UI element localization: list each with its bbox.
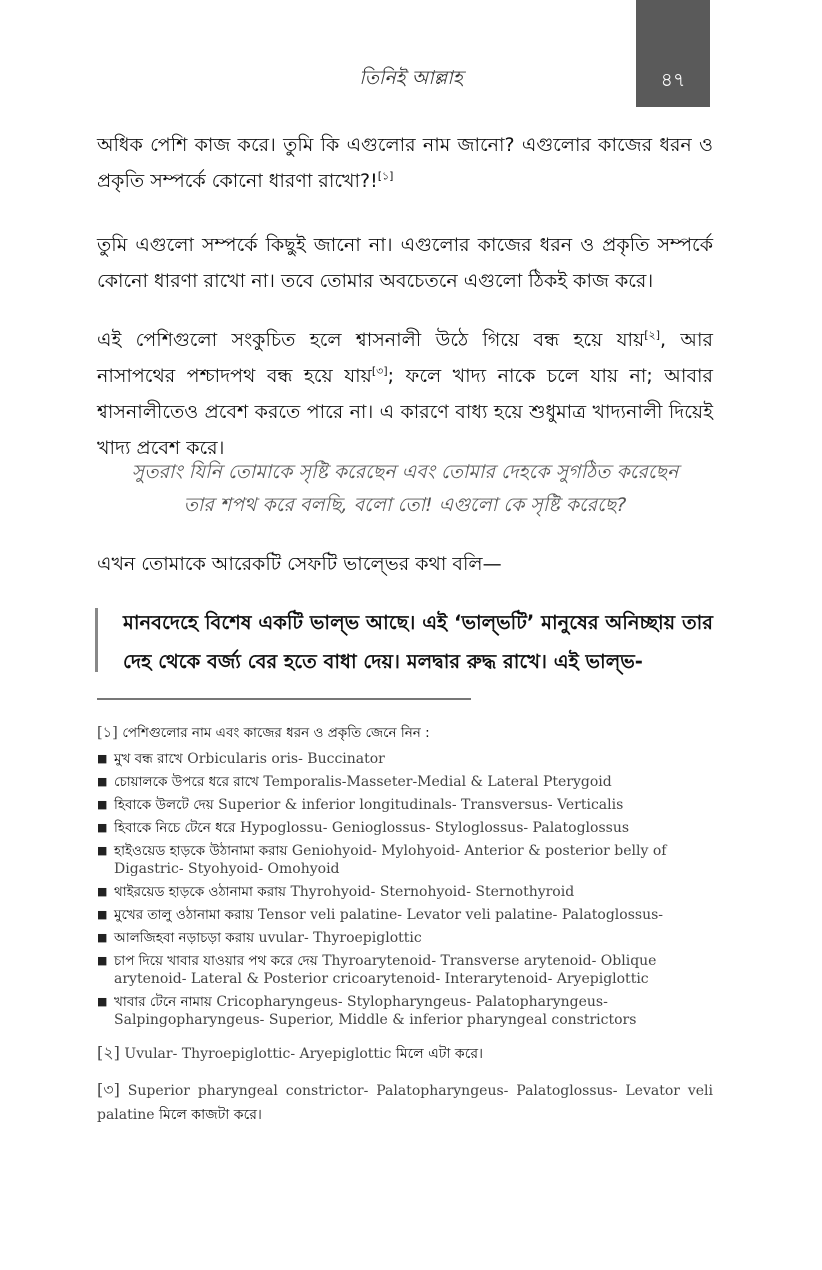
list-item-bn: আলজিহবা নড়াচড়া করায় [114,930,255,946]
footnote-ref-1[interactable]: [১] [377,169,394,183]
list-item-en: Cricopharyngeus- Stylopharyngeus- Palatopharyngeus- Salpingopharyngeus- Superior, Middle & inferior pharyngeal constrictors [114,994,637,1028]
list-item-bn: খাবার টেনে নামায় [114,994,212,1010]
paragraph-2: তুমি এগুলো সম্পর্কে কিছুই জানো না। এগুলোর কাজের ধরন ও প্রকৃতি সম্পর্কে কোনো ধারণা রাখো না। তবে তোমার অবচেতনে এগুলো ঠিকই কাজ করে। [97,234,713,292]
list-item [97,883,713,901]
list-item-en: uvular- Thyroepiglottic [258,930,422,946]
list-item [97,796,713,814]
footnote-2 [97,1041,713,1066]
bullet-icon: ■ [97,775,108,788]
list-item [97,929,713,947]
intro-line: এখন তোমাকে আরেকটি সেফটি ভাল্ভের কথা বলি— [97,553,502,575]
footnote-3-en: Superior pharyngeal constrictor- Palatopharyngeus- Palatoglossus- Levator veli palatine [97,1083,713,1123]
footnote-ref-2[interactable]: [২] [644,328,660,342]
page-number: ৪৭ [660,69,686,91]
footnote-divider [97,698,471,700]
list-item-en: Tensor veli palatine- Levator veli palatine- Palatoglossus- [257,907,664,923]
highlight-paragraph: মানবদেহে বিশেষ একটি ভাল্ভ আছে। এই ‘ভাল্ভটি’ মানুষের অনিচ্ছায় তার দেহ থেকে বর্জ্য বের হতে বাধা দেয়। মলদ্বার রুদ্ধ রাখে। এই ভাল্ভ- [123,611,713,673]
bullet-icon: ■ [97,908,108,921]
muscle-list [97,750,713,1029]
bullet-icon: ■ [97,995,108,1008]
page-number-box [636,0,710,107]
list-item-en: Thyrohyoid- Sternohyoid- Sternothyroid [290,884,575,900]
bullet-icon: ■ [97,752,108,765]
list-item [97,773,713,791]
list-item-bn: হাইওয়েড হাড়কে উঠানামা করায় [114,843,288,859]
footnotes [97,722,713,1127]
footnote-1-title [97,722,713,744]
bullet-icon: ■ [97,954,108,967]
list-item [97,952,713,988]
list-item [97,906,713,924]
list-item-en: Geniohyoid- Mylohyoid- Anterior & posterior belly of Digastric- Styohyoid- Omohyoid [114,843,667,877]
footnote-3-mark: [৩] [97,1080,120,1099]
list-item [97,750,713,768]
list-item [97,993,713,1029]
footnote-2-en: Uvular- Thyroepiglottic- Aryepiglottic [124,1046,392,1062]
paragraph-3-part-2: , আর নাসাপথের পশ্চাদপথ বন্ধ হয়ে যায় [97,329,713,387]
quote-line-1: সুতরাং যিনি তোমাকে সৃষ্টি করেছেন এবং তোমার দেহকে সুগঠিত করেছেন [131,461,679,483]
list-item-en: Hypoglossu- Genioglossus- Styloglossus- Palatoglossus [239,820,630,836]
list-item [97,819,713,837]
paragraph-3-part-1: এই পেশিগুলো সংকুচিত হলে শ্বাসনালী উঠে গিয়ে বন্ধ হয়ে যায় [97,329,645,351]
footnote-1-mark: [১] [97,725,118,741]
footnote-ref-3[interactable]: [৩] [371,364,388,378]
quote-line-2: তার শপথ করে বলছি, বলো তো! এগুলো কে সৃষ্টি করেছে? [183,494,627,516]
footnote-2-mark: [২] [97,1043,120,1062]
list-item-en: Orbicularis oris- Buccinator [187,751,385,767]
bullet-icon: ■ [97,885,108,898]
footnote-3 [97,1078,713,1127]
list-item-en: Thyroarytenoid- Transverse arytenoid- Oblique arytenoid- Lateral & Posterior cricoarytenoid- Interarytenoid- Aryepiglottic [114,953,657,987]
footnote-1-title-text: পেশিগুলোর নাম এবং কাজের ধরন ও প্রকৃতি জেনে নিন : [122,725,430,741]
list-item-bn: থাইরয়েড হাড়কে ওঠানামা করায় [114,884,286,900]
footnote-2-bn: মিলে এটা করে। [395,1046,484,1062]
paragraph-1 [97,127,713,199]
running-header-title: তিনিই আল্লাহ [359,67,463,89]
highlight-side-bar [95,608,98,672]
list-item-bn: চাপ দিয়ে খাবার যাওয়ার পথ করে দেয় [114,953,318,969]
list-item-bn: হিবাকে নিচে টেনে ধরে [114,820,236,836]
list-item-bn: হিবাকে উলটে দেয় [114,797,214,813]
bullet-icon: ■ [97,821,108,834]
bullet-icon: ■ [97,844,108,857]
quote-block [97,456,713,522]
list-item-bn: মুখের তালু ওঠানামা করায় [114,907,254,923]
paragraph-3 [97,322,713,466]
footnote-3-bn: মিলে কাজটা করে। [159,1107,262,1123]
list-item-en: Superior & inferior longitudinals- Transversus- Verticalis [218,797,624,813]
paragraph-3-part-3: ; ফলে খাদ্য নাকে চলে যায় না; আবার শ্বাসনালীতেও প্রবেশ করতে পারে না। এ কারণে বাধ্য হয়ে শুধুমাত্র খাদ্যনালী দিয়েই খাদ্য প্রবেশ করে। [97,365,713,459]
list-item-en: Temporalis-Masseter-Medial & Lateral Pterygoid [263,774,612,790]
list-item-bn: মুখ বন্ধ রাখে [114,751,183,767]
paragraph-1-text: অধিক পেশি কাজ করে। তুমি কি এগুলোর নাম জানো? এগুলোর কাজের ধরন ও প্রকৃতি সম্পর্কে কোনো ধারণা রাখো?! [97,134,713,192]
bullet-icon: ■ [97,931,108,944]
list-item-bn: চোয়ালকে উপরে ধরে রাখে [114,774,259,790]
list-item [97,842,713,878]
bullet-icon: ■ [97,798,108,811]
